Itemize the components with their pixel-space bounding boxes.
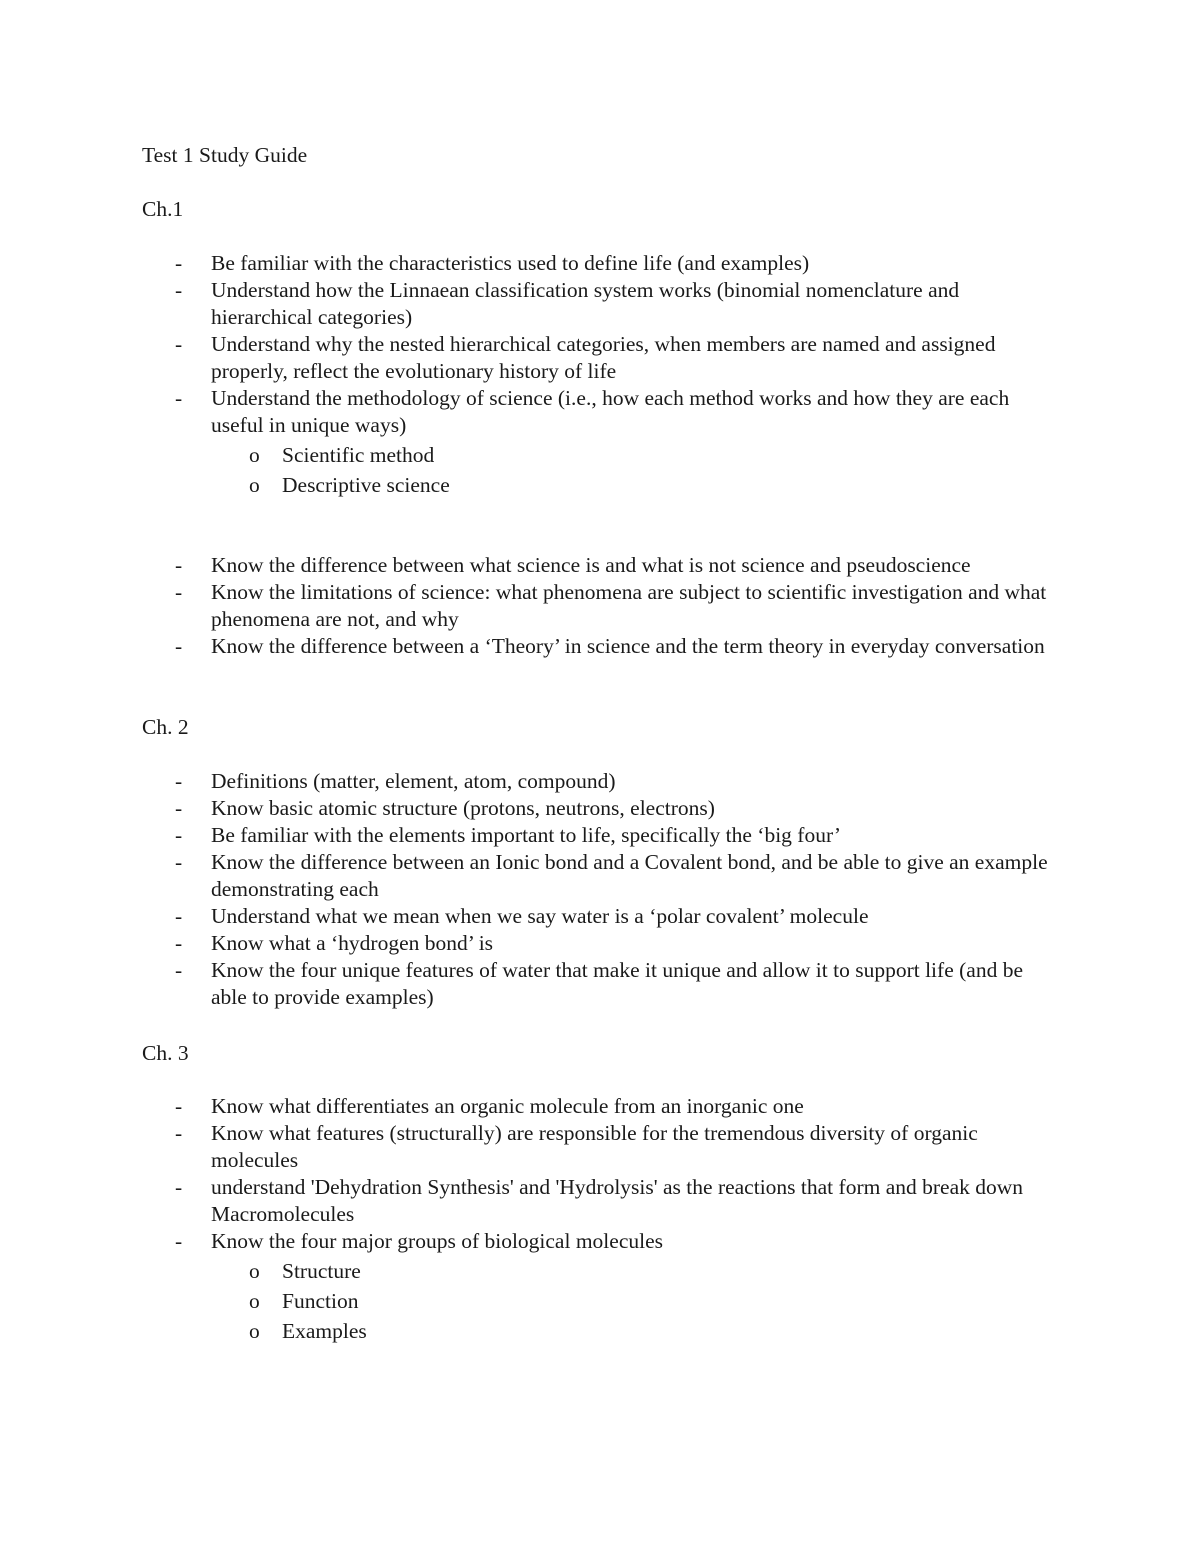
bullet-dash: - [175,796,183,820]
sub-list-item: o Function [249,1289,359,1313]
bullet-dash: - [175,251,183,275]
list-item: - Know what features (structurally) are responsible for the tremendous diversity of organic molecules [175,1121,978,1172]
chapter-2-heading: Ch. 2 [142,715,189,739]
chapter-1-sublist [211,442,1061,502]
chapter-3-heading: Ch. 3 [142,1041,189,1065]
list-item: - Understand the methodology of science (i.e., how each method works and how they are each useful in unique ways) o Scientific method o Descriptive science [0,385,1061,502]
chapter-3-list [0,1093,1061,1348]
bullet-dash: - [175,931,183,955]
bullet-dash: - [175,580,183,604]
bullet-dash: - [175,823,183,847]
list-item: - Be familiar with the characteristics used to define life (and examples) [175,251,810,275]
sub-list-item: o Descriptive science [249,473,450,497]
list-item: - understand 'Dehydration Synthesis' and 'Hydrolysis' as the reactions that form and break down Macromolecules [175,1175,1024,1226]
bullet-circle: o [249,1259,260,1283]
bullet-dash: - [175,958,183,982]
chapter-1-list-a [0,250,1061,502]
list-item: - Know the difference between a ‘Theory’ in science and the term theory in everyday conversation [175,634,1045,658]
bullet-dash: - [175,1229,183,1253]
chapter-2-list [0,768,1061,1011]
list-item: - Know the four major groups of biological molecules o Structure o Function o Examples [0,1228,1061,1348]
bullet-dash: - [175,769,183,793]
list-item: - Understand how the Linnaean classification system works (binomial nomenclature and hierarchical categories) [175,278,960,329]
list-item: - Understand why the nested hierarchical categories, when members are named and assigned properly, reflect the evolutionary history of life [175,332,996,383]
bullet-dash: - [175,1121,183,1145]
document-title: Test 1 Study Guide [142,143,308,167]
list-item: - Definitions (matter, element, atom, compound) [175,769,616,793]
sub-list-item: o Structure [249,1259,361,1283]
list-item: - Know the four unique features of water that make it unique and allow it to support life (and be able to provide examples) [175,958,1023,1009]
bullet-dash: - [175,553,183,577]
bullet-dash: - [175,278,183,302]
list-item: - Know the limitations of science: what phenomena are subject to scientific investigation and what phenomena are not, and why [175,580,1047,631]
bullet-circle: o [249,1319,260,1343]
chapter-1-heading: Ch.1 [142,197,184,221]
list-item: - Know the difference between what science is and what is not science and pseudoscience [175,553,971,577]
list-item: - Be familiar with the elements important to life, specifically the ‘big four’ [175,823,842,847]
sub-list-item: o Examples [249,1319,367,1343]
sub-list-item: o Scientific method [249,443,435,467]
chapter-1-list-b [0,552,1061,660]
chapter-3-sublist [211,1258,1061,1348]
bullet-dash: - [175,1094,183,1118]
bullet-circle: o [249,1289,260,1313]
bullet-dash: - [175,386,183,410]
list-item: - Know the difference between an Ionic bond and a Covalent bond, and be able to give an example demonstrating each [175,850,1048,901]
bullet-circle: o [249,473,260,497]
bullet-circle: o [249,443,260,467]
bullet-dash: - [175,904,183,928]
list-item: - Understand what we mean when we say water is a ‘polar covalent’ molecule [175,904,869,928]
list-item: - Know what differentiates an organic molecule from an inorganic one [175,1094,804,1118]
list-item: - Know what a ‘hydrogen bond’ is [175,931,494,955]
bullet-dash: - [175,1175,183,1199]
bullet-dash: - [175,332,183,356]
bullet-dash: - [175,634,183,658]
list-item: - Know basic atomic structure (protons, neutrons, electrons) [175,796,715,820]
bullet-dash: - [175,850,183,874]
